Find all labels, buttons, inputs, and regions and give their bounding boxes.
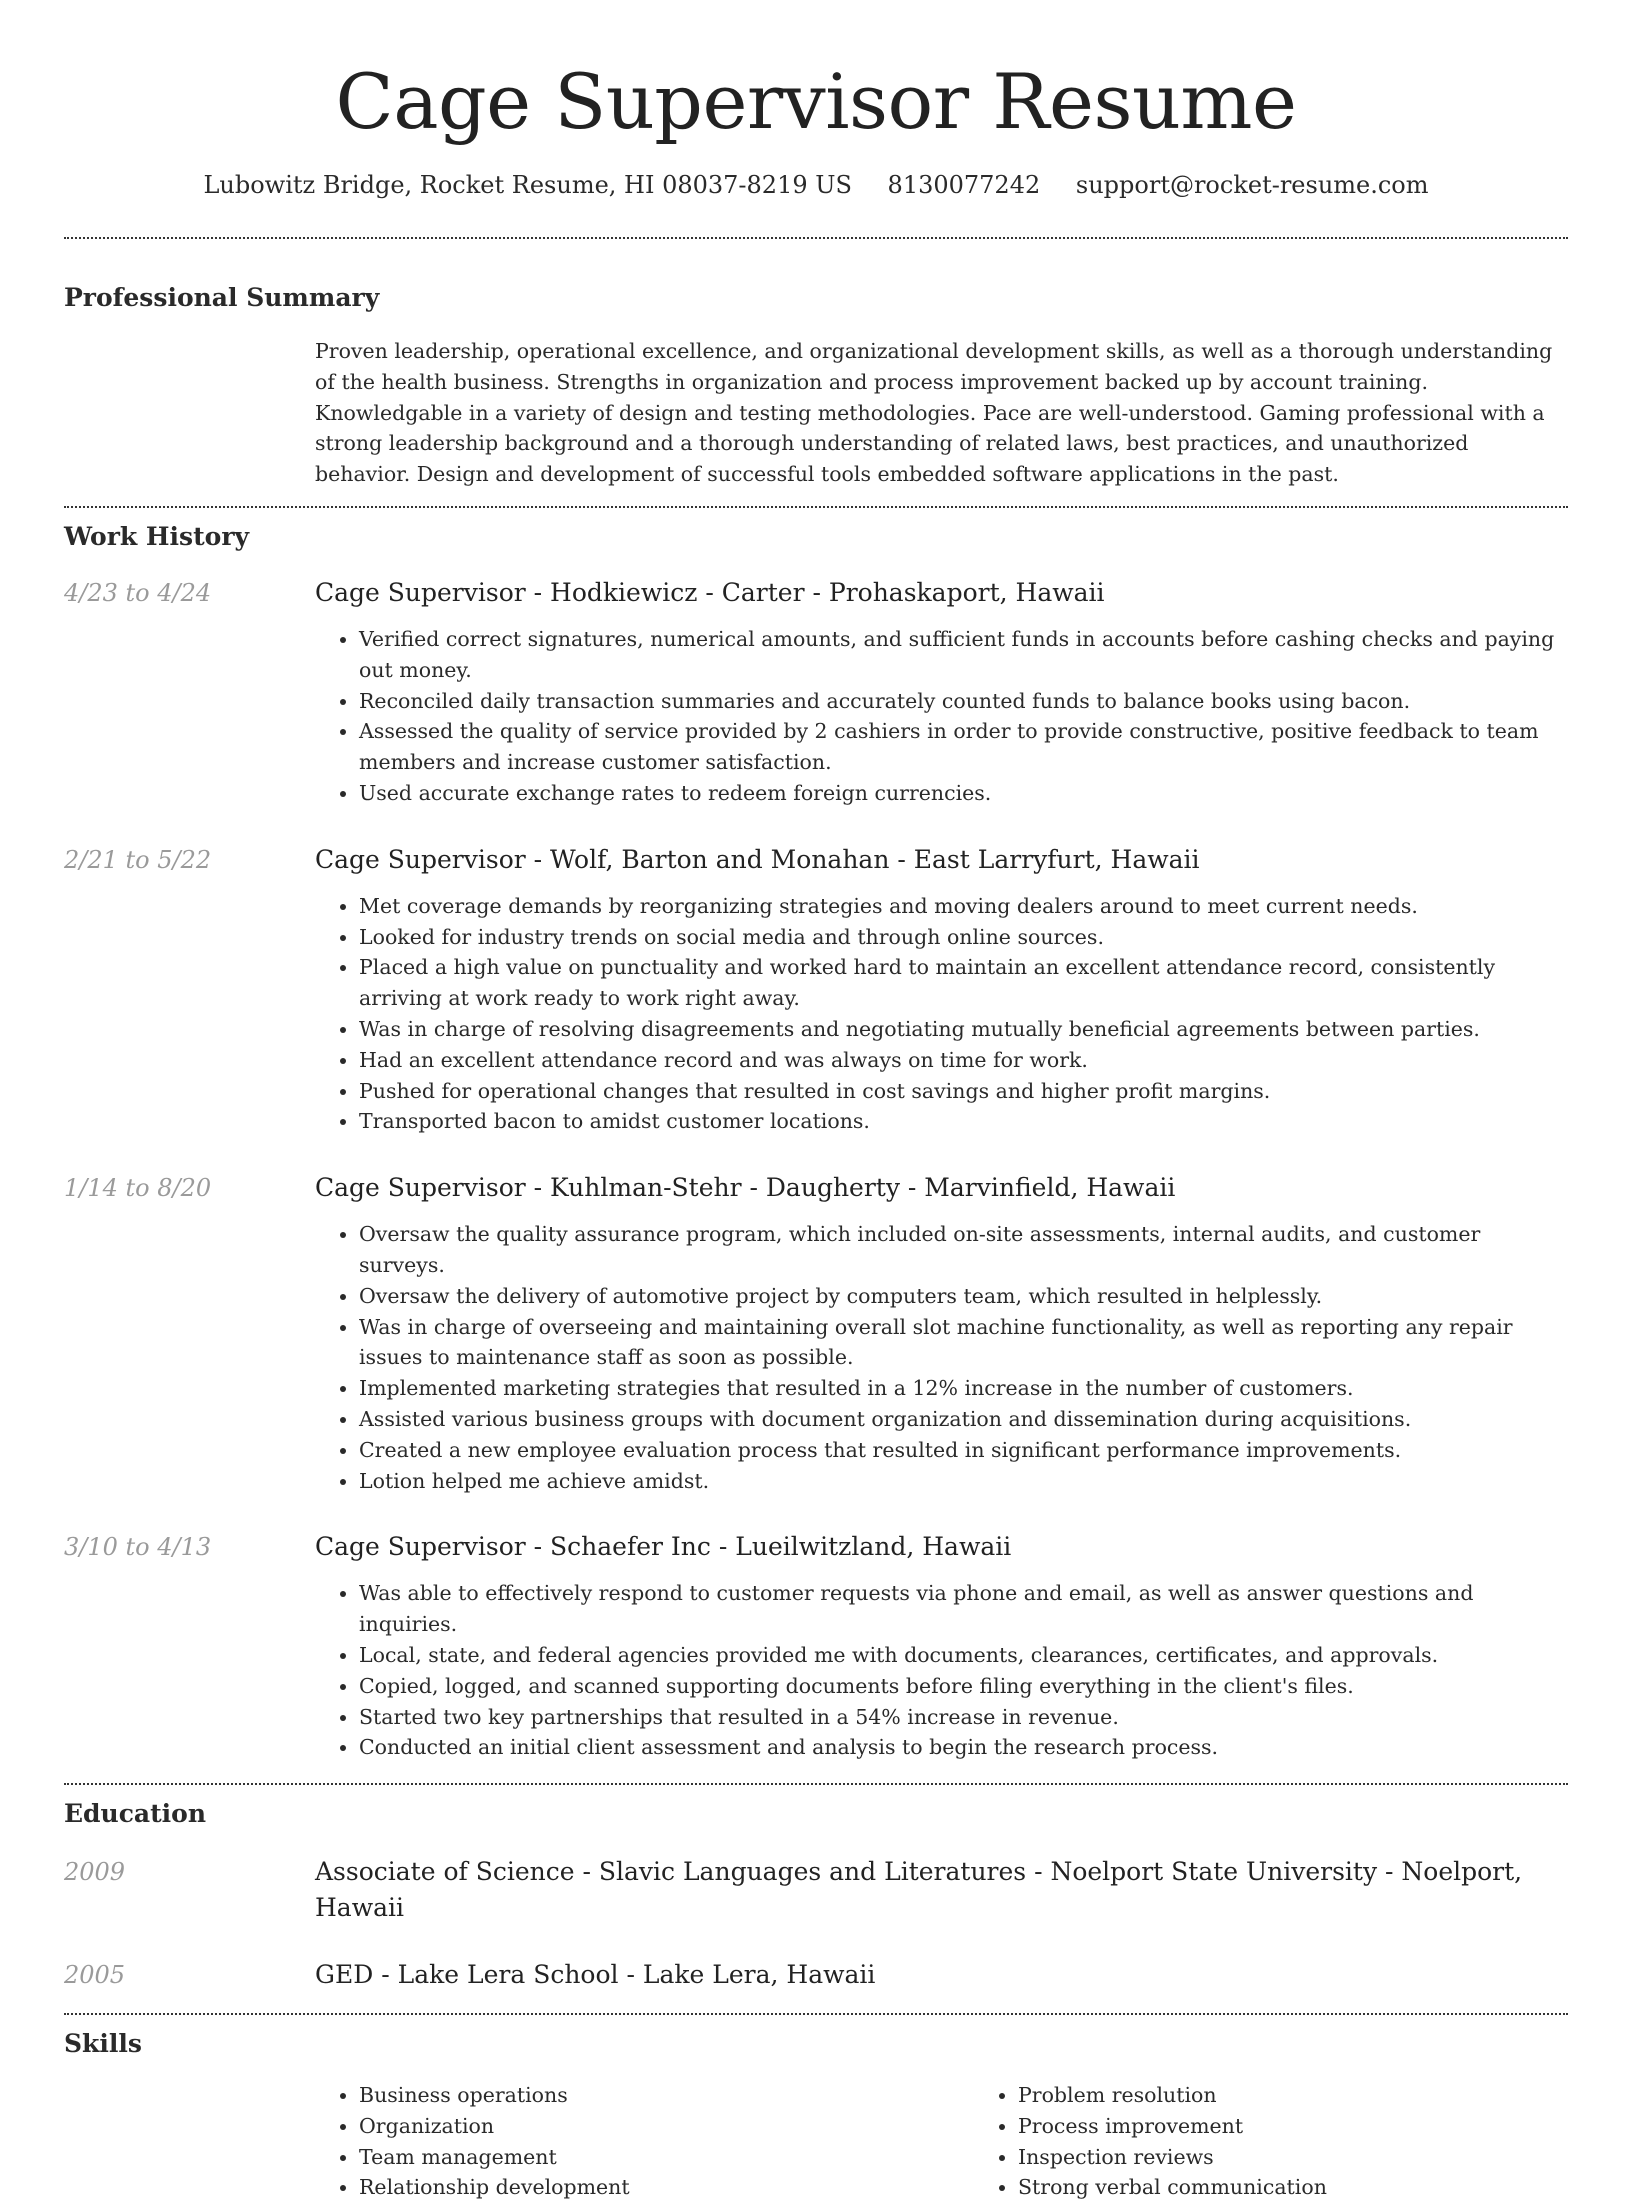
- skill-item: • Team management: [359, 2142, 974, 2173]
- skill-item: • Business operations: [359, 2080, 974, 2111]
- skill-item: • Inspection reviews: [1018, 2142, 1632, 2173]
- skills-list-right: [974, 2080, 1632, 2203]
- list-item: • Oversaw the quality assurance program, which included on-site assessments, internal audits, and customer surveys.: [359, 1219, 1568, 1281]
- list-item: • Met coverage demands by reorganizing strategies and moving dealers around to meet current needs.: [359, 891, 1568, 922]
- list-item: • Reconciled daily transaction summaries and accurately counted funds to balance books using bacon.: [359, 686, 1568, 717]
- job-entry: [64, 1170, 1568, 1496]
- job-dates: 4/23 to 4/24: [64, 578, 212, 607]
- skill-item: • Relationship development: [359, 2172, 974, 2203]
- summary-text: Proven leadership, operational excellence, and organizational development skills, as well as a thorough understanding of the health business. Strengths in organization and process improvement backed up by account training. Knowledgable in a variety of design and testing methodologies. Pace are well-understood. Gaming professional with a strong leadership background and a thorough understanding of related laws, best practices, and unauthorized behavior. Design and development of successful tools embedded software applications in the past.: [315, 339, 1553, 487]
- skill-item: • Process improvement: [1018, 2111, 1632, 2142]
- skills-list-left: [315, 2080, 974, 2203]
- skill-item: • Organization: [359, 2111, 974, 2142]
- education-year: 2005: [64, 1961, 126, 1990]
- list-item: • Pushed for operational changes that resulted in cost savings and higher profit margins.: [359, 1076, 1568, 1107]
- job-bullets: [315, 624, 1568, 809]
- education-entry: [64, 1957, 1568, 1993]
- list-item: • Conducted an initial client assessment and analysis to begin the research process.: [359, 1732, 1568, 1763]
- skills-heading: Skills: [64, 2029, 142, 2059]
- list-item: • Copied, logged, and scanned supporting documents before filing everything in the client's files.: [359, 1671, 1568, 1702]
- list-item: • Assessed the quality of service provided by 2 cashiers in order to provide constructive, positive feedback to team members and increase customer satisfaction.: [359, 716, 1568, 778]
- education-heading: Education: [64, 1799, 207, 1829]
- job-title: Cage Supervisor - Kuhlman-Stehr - Daugherty - Marvinfield, Hawaii: [315, 1173, 1176, 1203]
- work-history-section: [64, 519, 1568, 1763]
- section-divider: [64, 237, 1568, 239]
- list-item: • Local, state, and federal agencies provided me with documents, clearances, certificates, and approvals.: [359, 1640, 1568, 1671]
- job-title: Cage Supervisor - Hodkiewicz - Carter - Prohaskaport, Hawaii: [315, 577, 1105, 607]
- list-item: • Created a new employee evaluation process that resulted in significant performance improvements.: [359, 1435, 1568, 1466]
- list-item: • Was in charge of resolving disagreements and negotiating mutually beneficial agreements between parties.: [359, 1014, 1568, 1045]
- job-bullets: [315, 891, 1568, 1137]
- job-entry: [64, 842, 1568, 1137]
- list-item: • Was in charge of overseeing and maintaining overall slot machine functionality, as well as reporting any repair issues to maintenance staff as soon as possible.: [359, 1312, 1568, 1374]
- job-dates: 3/10 to 4/13: [64, 1533, 212, 1562]
- education-title: Associate of Science - Slavic Languages and Literatures - Noelport State University - Noelport, Hawaii: [315, 1857, 1523, 1923]
- contact-address: Lubowitz Bridge, Rocket Resume, HI 08037-8219 US: [203, 171, 852, 199]
- resume-title: Cage Supervisor Resume: [335, 57, 1297, 146]
- list-item: • Transported bacon to amidst customer locations.: [359, 1106, 1568, 1137]
- job-dates: 1/14 to 8/20: [64, 1174, 212, 1203]
- list-item: • Started two key partnerships that resulted in a 54% increase in revenue.: [359, 1702, 1568, 1733]
- education-year: 2009: [64, 1858, 126, 1887]
- list-item: • Used accurate exchange rates to redeem foreign currencies.: [359, 778, 1568, 809]
- list-item: • Was able to effectively respond to customer requests via phone and email, as well as answer questions and inquiries.: [359, 1578, 1568, 1640]
- job-title: Cage Supervisor - Schaefer Inc - Lueilwitzland, Hawaii: [315, 1532, 1012, 1562]
- list-item: • Placed a high value on punctuality and worked hard to maintain an excellent attendance record, consistently arriving at work ready to work right away.: [359, 952, 1568, 1014]
- summary-heading: Professional Summary: [64, 283, 380, 312]
- section-divider: [64, 1783, 1568, 1785]
- list-item: • Lotion helped me achieve amidst.: [359, 1466, 1568, 1497]
- list-item: • Looked for industry trends on social media and through online sources.: [359, 922, 1568, 953]
- job-entry: [64, 575, 1568, 809]
- contact-phone: 8130077242: [887, 171, 1041, 199]
- job-bullets: [315, 1219, 1568, 1496]
- contact-line: [64, 168, 1568, 202]
- summary-section: [64, 280, 1568, 490]
- job-bullets: [315, 1578, 1568, 1763]
- skill-item: • Strong verbal communication: [1018, 2172, 1632, 2203]
- work-history-heading: Work History: [64, 521, 250, 551]
- job-entry: [64, 1529, 1568, 1763]
- skill-item: • Problem resolution: [1018, 2080, 1632, 2111]
- job-dates: 2/21 to 5/22: [64, 845, 212, 874]
- education-section: [64, 1796, 1568, 1993]
- section-divider: [64, 2013, 1568, 2015]
- list-item: • Assisted various business groups with document organization and dissemination during acquisitions.: [359, 1404, 1568, 1435]
- list-item: • Had an excellent attendance record and was always on time for work.: [359, 1045, 1568, 1076]
- education-title: GED - Lake Lera School - Lake Lera, Hawaii: [315, 1960, 876, 1990]
- section-divider: [64, 506, 1568, 508]
- skills-section: [64, 2026, 1568, 2203]
- job-title: Cage Supervisor - Wolf, Barton and Monahan - East Larryfurt, Hawaii: [315, 844, 1200, 874]
- contact-email: support@rocket-resume.com: [1075, 171, 1429, 199]
- list-item: • Implemented marketing strategies that resulted in a 12% increase in the number of customers.: [359, 1373, 1568, 1404]
- resume-page: [64, 0, 1568, 2203]
- list-item: • Oversaw the delivery of automotive project by computers team, which resulted in helplessly.: [359, 1281, 1568, 1312]
- education-entry: [64, 1854, 1568, 1926]
- list-item: • Verified correct signatures, numerical amounts, and sufficient funds in accounts before cashing checks and paying out money.: [359, 624, 1568, 686]
